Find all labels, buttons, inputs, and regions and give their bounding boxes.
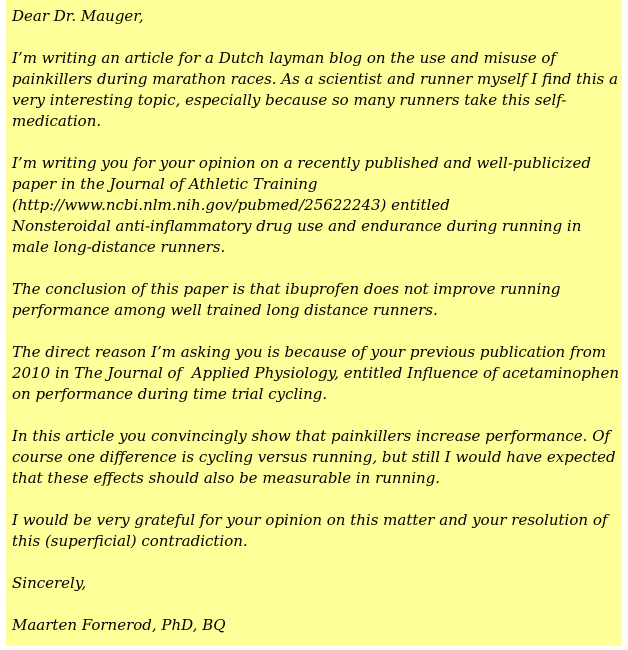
paragraph-4-line: on performance during time trial cycling. xyxy=(12,385,328,403)
salutation: Dear Dr. Mauger, xyxy=(12,7,144,25)
paragraph-5-line: that these effects should also be measurable in running. xyxy=(12,469,441,487)
paragraph-6-line: I would be very grateful for your opinion on this matter and your resolution of xyxy=(12,511,608,529)
spacer xyxy=(12,594,616,615)
spacer xyxy=(12,258,616,279)
paragraph-6-line: this (superficial) contradiction. xyxy=(12,532,248,550)
paragraph-1-line: medication. xyxy=(12,112,102,130)
paragraph-2-line: Nonsteroidal anti-inflammatory drug use and endurance during running in xyxy=(12,217,582,235)
paragraph-1-line: painkillers during marathon races. As a scientist and runner myself I find this a xyxy=(12,70,619,88)
spacer xyxy=(12,321,616,342)
spacer xyxy=(12,27,616,48)
paragraph-5-line: course one difference is cycling versus running, but still I would have expected xyxy=(12,448,616,466)
paragraph-3-line: The conclusion of this paper is that ibuprofen does not improve running xyxy=(12,280,561,298)
paragraph-1-line: very interesting topic, especially because so many runners take this self- xyxy=(12,91,567,109)
paragraph-2-line: (http://www.ncbi.nlm.nih.gov/pubmed/25622243) entitled xyxy=(12,196,450,214)
signature: Maarten Fornerod, PhD, BQ xyxy=(12,616,226,634)
spacer xyxy=(12,132,616,153)
letter-body xyxy=(6,0,622,646)
paragraph-3-line: performance among well trained long distance runners. xyxy=(12,301,438,319)
spacer xyxy=(12,489,616,510)
paragraph-2-line: male long-distance runners. xyxy=(12,238,226,256)
paragraph-4-line: The direct reason I’m asking you is because of your previous publication from xyxy=(12,343,606,361)
paragraph-5-line: In this article you convincingly show that painkillers increase performance. Of xyxy=(12,427,611,445)
paragraph-2-line: I’m writing you for your opinion on a recently published and well-publicized xyxy=(12,154,591,172)
spacer xyxy=(12,552,616,573)
paragraph-4-line: 2010 in The Journal of Applied Physiology, entitled Influence of acetaminophen xyxy=(12,364,620,382)
paragraph-2-line: paper in the Journal of Athletic Training xyxy=(12,175,318,193)
closing: Sincerely, xyxy=(12,574,87,592)
spacer xyxy=(12,405,616,426)
paragraph-1-line: I’m writing an article for a Dutch layman blog on the use and misuse of xyxy=(12,49,556,67)
